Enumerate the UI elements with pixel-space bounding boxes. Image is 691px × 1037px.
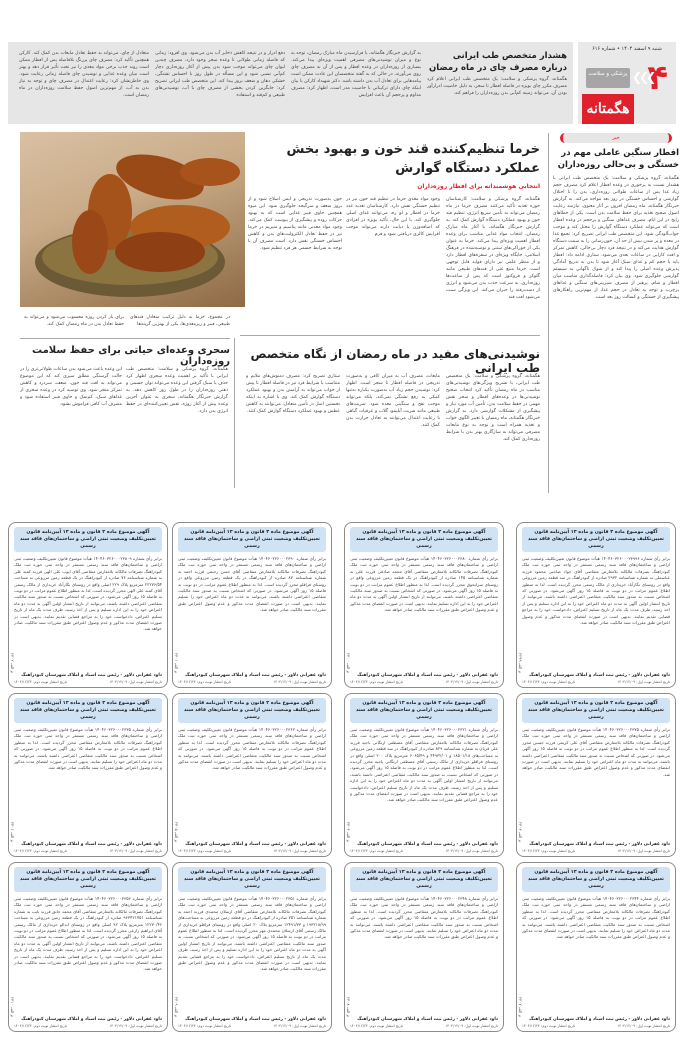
first-publish-date: تاریخ انتشار نوبت اول: ۱۴۰۴/۱۲/۰۹	[445, 1024, 498, 1028]
first-publish-date: تاریخ انتشار نوبت اول: ۱۴۰۴/۱۲/۰۹	[273, 1024, 326, 1028]
section-divider	[20, 338, 230, 339]
first-publish-date: تاریخ انتشار نوبت اول: ۱۴۰۴/۱۲/۰۹	[617, 1024, 670, 1028]
dateline: شنبه ۹ اسفند ۱۴۰۴ • شماره ۶۱۶	[592, 46, 662, 52]
notice-title: آگهی موضوع ماده ۳ قانون و ماده ۱۳ آیین‌نامه قانون تعیین‌تکلیف وضعیت ثبتی اراضی و ساختمان‌های فاقد سند رسمی	[178, 698, 326, 723]
notice-signature: داود غفرانی دلاور - رئیس ثبت اسناد و املاک شهرستان کبودراهنگ	[357, 1017, 498, 1022]
notice-dates	[14, 1024, 162, 1028]
chevrons-icon: ❯❯❯	[632, 70, 654, 84]
first-publish-date: تاریخ انتشار نوبت اول: ۱۴۰۴/۱۲/۰۹	[109, 1024, 162, 1028]
second-publish-date: تاریخ انتشار نوبت دوم: ۱۴۰۴/۱۲/۲۴	[350, 680, 403, 684]
notice-body: برابر رأی شماره ۱۴۰۴۶۰۳۲۶۰۰۰۲۳۵۶ هیأت موضوع قانون تعیین‌تکلیف وضعیت ثبتی اراضی و ساختمان‌های فاقد سند رسمی مستقر در واحد ثبتی حوزه ثبت ملک کبودراهنگ تصرفات مالکانه بلامعارض متقاضی آقای محمد حاتق فرزند نایب به شماره شناسنامه ۹۶۳۴۲۱۷۵۱ صادره از کبودراهنگ در یک قطعه زمین مزروعی به مساحت ۱۲۲۷۰/۴۶ مترمربع پلاک ۹۲ اصلی واقع در روستای ابدالو خریداری از مالک رسمی آقای ابراهیم زارعی محرز گردیده است. لذا به منظور اطلاع عموم مراتب در دو نوبت به فاصله ۱۵ روز آگهی می‌شود. در صورتی که اشخاص نسبت به صدور سند مالکیت متقاضی اعتراضی داشته باشند، می‌توانند از تاریخ انتشار اولین آگهی به مدت دو ماه اعتراض خود را به این اداره تسلیم و پس از اخذ رسید، ظرف مدت یک ماه از تاریخ تسلیم اعتراض، دادخواست خود را به مراجع قضایی تقدیم نمایند. بدیهی است در صورت انقضای مدت مذکور و عدم وصول اعتراض طبق مقررات سند مالکیت صادر خواهد شد.	[14, 896, 162, 972]
notice-code: م الف ۲۳۰۷	[518, 996, 523, 1017]
second-publish-date: تاریخ انتشار نوبت دوم: ۱۴۰۴/۱۲/۲۴	[350, 849, 403, 853]
notice-code: م الف ۲۳۰۵	[174, 821, 179, 842]
notice-title: آگهی موضوع ماده ۳ قانون و ماده ۱۳ آیین‌نامه قانون تعیین‌تکلیف وضعیت ثبتی اراضی و ساختمان‌های فاقد سند رسمی	[522, 527, 670, 552]
notice-title: آگهی موضوع ماده ۳ قانون و ماده ۱۳ آیین‌نامه قانون تعیین‌تکلیف وضعیت ثبتی اراضی و ساختمان‌های فاقد سند رسمی	[178, 527, 326, 552]
legal-notice	[516, 862, 676, 1032]
second-publish-date: تاریخ انتشار نوبت دوم: ۱۴۰۴/۱۲/۲۴	[178, 1024, 231, 1028]
notice-title: آگهی موضوع ماده ۳ قانون و ماده ۱۳ آیین‌نامه قانون تعیین‌تکلیف وضعیت ثبتی اراضی و ساختمان‌های فاقد سند رسمی	[14, 698, 162, 723]
notice-dates	[350, 1024, 498, 1028]
notice-title: آگهی موضوع ماده ۳ قانون و ماده ۱۳ آیین‌نامه قانون تعیین‌تکلیف وضعیت ثبتی اراضی و ساختمان‌های فاقد سند رسمی	[522, 867, 670, 892]
notice-signature: داود غفرانی دلاور - رئیس ثبت اسناد و املاک شهرستان کبودراهنگ	[357, 673, 498, 678]
notice-code: م الف ۲۳۱۰	[10, 996, 15, 1017]
notice-signature: داود غفرانی دلاور - رئیس ثبت اسناد و املاک شهرستان کبودراهنگ	[21, 842, 162, 847]
first-publish-date: تاریخ انتشار نوبت اول: ۱۴۰۴/۱۲/۰۹	[617, 680, 670, 684]
second-publish-date: تاریخ انتشار نوبت دوم: ۱۴۰۴/۱۲/۲۴	[522, 849, 575, 853]
logo: هگمتانه	[582, 94, 634, 124]
notice-code: م الف ۲۳۰۳	[518, 821, 523, 842]
notice-dates	[14, 849, 162, 853]
legal-notice	[8, 693, 168, 857]
notice-body: برابر رأی شماره ۱۴۰۴۶۰۳۲۶۰۰۰۲۳۵۱ هیأت موضوع قانون تعیین‌تکلیف وضعیت ثبتی اراضی و ساختمان‌های فاقد سند رسمی مستقر در واحد ثبتی حوزه ثبت ملک کبودراهنگ تصرفات مالکانه بلامعارض متقاضی آقای ارسلان محمدی فرزند احمد به شماره شناسنامه ۷۵۱ صادره از کبودراهنگ در دو قطعه زمین مزروعی به مساحت‌های ۱۹۳۲۱۸/۹۹ و ۱۲۴۹۱/۷۳ مترمربع پلاک ۲۰ اصلی واقع در روستای قراقلو خریداری از مالک رسمی آقای ارسلان محمدی مهر محرز گردیده است. لذا به منظور اطلاع عموم مراتب در دو نوبت به فاصله ۱۵ روز آگهی می‌شود. در صورتی که اشخاص نسبت به صدور سند مالکیت متقاضی اعتراضی داشته باشند، می‌توانند از تاریخ انتشار اولین آگهی به مدت دو ماه اعتراض خود را به این اداره تسلیم و پس از اخذ رسید، ظرف مدت یک ماه از تاریخ تسلیم اعتراض، دادخواست خود را به مراجع قضایی تقدیم نمایند. بدیهی است در صورت انقضای مدت مذکور و عدم وصول اعتراض طبق مقررات سند مالکیت صادر خواهد شد.	[178, 896, 326, 972]
first-publish-date: تاریخ انتشار نوبت اول: ۱۴۰۴/۱۲/۰۹	[445, 680, 498, 684]
legal-notice	[344, 862, 504, 1032]
notice-code: م الف ۲۳۰۱	[174, 652, 179, 673]
caption-right: در مجموع، خرما به دلیل ترکیب متعادل قندهای طبیعی، فیبر و ریزمغذی‌ها، یکی از بهترین گزینه‌ها	[130, 315, 230, 327]
notice-title: آگهی موضوع ماده ۳ قانون و ماده ۱۳ آیین‌نامه قانون تعیین‌تکلیف وضعیت ثبتی اراضی و ساختمان‌های فاقد سند رسمی	[350, 527, 498, 552]
column-divider	[234, 338, 235, 488]
notice-code: م الف ۲۳۰۲	[10, 652, 15, 673]
notice-signature: داود غفرانی دلاور - رئیس ثبت اسناد و املاک شهرستان کبودراهنگ	[529, 842, 670, 847]
main-story-subhead: انتخابی هوشمندانه برای افطار روزه‌داران	[417, 183, 540, 190]
notice-dates	[522, 680, 670, 684]
section-tag: پزشکی و سلامت	[586, 68, 630, 88]
notice-body: برابر رأی شماره ۱۴۰۴۶۰۳۲۶۰۰۰۲۳۹۹۶ هیأت موضوع قانون تعیین‌تکلیف وضعیت ثبتی اراضی و ساختمان‌های فاقد سند رسمی مستقر در واحد ثبتی حوزه ثبت ملک کبودراهنگ تصرفات مالکانه بلامعارض متقاضی آقای جواد صاحبی محمود فرزند عباسعلی به شماره شناسنامه ۲۹۳۲ صادره از کبودراهنگ در سه قطعه زمین مزروعی واقع در روستای نگارآباد خریداری از مالک رسمی محرز گردیده است. لذا به منظور اطلاع عموم مراتب در دو نوبت به فاصله ۱۵ روز آگهی می‌شود. در صورتی که اشخاص نسبت به صدور سند مالکیت متقاضی اعتراضی داشته باشند، می‌توانند از تاریخ انتشار اولین آگهی به مدت دو ماه اعتراض خود را به این اداره تسلیم و پس از اخذ رسید، ظرف مدت یک ماه از تاریخ تسلیم اعتراض، دادخواست خود را به مراجع قضایی تقدیم نمایند. بدیهی است در صورت انقضای مدت مذکور و عدم وصول اعتراض طبق مقررات سند مالکیت صادر خواهد شد.	[522, 556, 670, 626]
legal-notice	[8, 522, 168, 688]
second-publish-date: تاریخ انتشار نوبت دوم: ۱۴۰۴/۱۲/۲۴	[178, 680, 231, 684]
notice-title: آگهی موضوع ماده ۳ قانون و ماده ۱۳ آیین‌نامه قانون تعیین‌تکلیف وضعیت ثبتی اراضی و ساختمان‌های فاقد سند رسمی	[350, 698, 498, 723]
notice-dates	[178, 849, 326, 853]
notice-title: آگهی موضوع ماده ۳ قانون و ماده ۱۳ آیین‌نامه قانون تعیین‌تکلیف وضعیت ثبتی اراضی و ساختمان‌های فاقد سند رسمی	[522, 698, 670, 723]
beverages-column: مایعات، مصرف آب به میزان کافی و به‌صورت تدریجی در فاصله افطار تا سحر است. اظهار کرد: نوشیدن حجم زیاد آب به‌صورت یکباره نه‌تنها کمکی به رفع تشنگی نمی‌کند، بلکه می‌تواند موجب نفخ و سنگینی معده شود. شربت‌های طبیعی مانند شربت آبلیمو، گلاب و عرقیات گیاهی با رعایت اعتدال می‌توانند به تعادل حرارت بدن کمک کنند.	[346, 374, 440, 428]
first-publish-date: تاریخ انتشار نوبت اول: ۱۴۰۴/۱۲/۰۹	[445, 849, 498, 853]
notice-code: م الف ۲۳۰۰	[346, 652, 351, 673]
main-story-column: خون به‌صورت تدریجی و ایمن اصلاح شود و از بروز ضعف و سرگیجه جلوگیری شود. این میوه همچنین حاوی فیبر غذایی است که به بهبود حرکات روده و پیشگیری از یبوست کمک می‌کند. وجود مواد معدنی مانند پتاسیم و منیزیم در خرما نیز در حفظ تعادل الکترولیت‌های بدن و کاهش احساس خستگی نقش دارد. است مصرف آن با توجه به شرایط جسمی هر فرد تنظیم شود.	[248, 197, 342, 251]
notice-dates	[350, 680, 498, 684]
notice-code: م الف ۲۲۹۹	[518, 652, 523, 673]
side-story-body: هگمتانه، گروه پزشکی و سلامت: یک متخصص طب ایرانی با هشدار نسبت به پرخوری در وعده افطار اعلام کرد مصرف حجم زیاد غذا پس از ساعات طولانی روزه‌داری، بدن را با اختلال گوارشی و احساس خستگی در روز بعد مواجه می‌کند. به گزارش خبرنگار هگمتانه، ماه رمضان افزون بر آثار معنوی، نیازمند رعایت اصول صحیح تغذیه برای حفظ سلامت بدن است. یکی از خطاهای رایج در این ایام، مصرف غذاهای سنگین و پرحجم در وعده افطار است که می‌تواند عملکرد دستگاه گوارش را مختل کند و موجب خواب‌آلودگی شود. این متخصص طب ایرانی تصریح کرد: تجمع غذا در معده و پر شدن بیش از حد آن، خون‌رسانی را به سمت دستگاه گوارش هدایت می‌کند و در نتیجه فرد دچار بی‌حالی، کاهش تمرکز و افت کارایی در ساعات بعدی می‌شود. ستاری ادامه داد: افطار باید با حجم کم و غذای سبک آغاز شود تا بدن به تدریج آمادگی پذیرش وعده اصلی را پیدا کند و از شوک ناگهانی به سیستم گوارشی جلوگیری شود. وی بیان کرد: فاصله‌گذاری مناسب میان افطار و شام، پرهیز از مصرف شیرینی‌های سنگین و غذاهای پرچرب و توجه به تعادل در حجم غذا، از مهم‌ترین راهکارهای پیشگیری از خستگی و کسالت روز بعد است.	[553, 176, 679, 300]
second-publish-date: تاریخ انتشار نوبت دوم: ۱۴۰۴/۱۲/۲۴	[14, 1024, 67, 1028]
notice-code: م الف ۲۳۰۴	[346, 821, 351, 842]
first-publish-date: تاریخ انتشار نوبت اول: ۱۴۰۴/۱۲/۰۹	[273, 849, 326, 853]
top-story-column: به گزارش خبرنگار هگمتانه، با فرارسیدن ماه مبارک رمضان، توجه به نوع و میزان نوشیدنی‌های مصرفی اهمیت ویژه‌ای پیدا می‌کند. بسیاری از روزه‌داران در وعده افطار و پس از آن به مصرف چای روی می‌آورند، در حالی که به گفته متخصصان این عادت ممکن است پیامدهایی برای تعادل آب بدن داشته باشد. دکتر شهیداد کارکن با بیان اینکه چای دارای ترکیباتی با خاصیت مدر است، اظهار کرد: مصرف مداوم و پرحجم آن باعث افزایش	[291, 51, 421, 98]
notice-dates	[14, 680, 162, 684]
notice-signature: داود غفرانی دلاور - رئیس ثبت اسناد و املاک شهرستان کبودراهنگ	[185, 673, 326, 678]
notice-body: برابر رأی شماره ۱۴۰۴۶۰۳۲۶۰۰۰۲۳۴۸ هیأت موضوع قانون تعیین‌تکلیف وضعیت ثبتی اراضی و ساختمان‌های فاقد سند رسمی مستقر در واحد ثبتی حوزه ثبت ملک کبودراهنگ تصرفات مالکانه بلامعارض متقاضی محرز گردیده است. لذا به منظور اطلاع عموم مراتب در دو نوبت به فاصله ۱۵ روز آگهی می‌شود. در صورتی که اشخاص نسبت به صدور سند مالکیت متقاضی اعتراضی داشته باشند، می‌توانند به مدت دو ماه اعتراض خود را تسلیم نمایند. بدیهی است در صورت انقضای مدت مذکور و عدم وصول اعتراض طبق مقررات سند مالکیت صادر خواهد شد.	[350, 896, 498, 940]
notice-signature: داود غفرانی دلاور - رئیس ثبت اسناد و املاک شهرستان کبودراهنگ	[529, 1017, 670, 1022]
top-story-headline: هشدار متخصص طب ایرانی درباره مصرف چای در ماه رمضان	[429, 51, 567, 73]
sahari-column: هگمتانه، گروه پزشکی و سلامت: متخصص طب ایرانی با تأکید بر اهمیت وعده سحری اظهار کرد حذف یا سبک گرفتن این وعده می‌تواند توان جسمی و ذهنی روزه‌داران را در طول روز کاهش دهد. به گزارش خبرنگار هگمتانه، سحری به عنوان آخرین وعده پیش از آغاز روزه، نقش تعیین‌کننده‌ای در حفظ انرژی بدن دارد.	[126, 367, 228, 414]
beverages-column: ستاری تصریح کرد: مصرف دمنوش‌های ملایم و متناسب با شرایط فرد نیز در فاصله افطار تا پیش از خواب می‌تواند به آرامش بدن و بهبود عملکرد دستگاه گوارش کمک کند. وی با اشاره به اینکه نخستین اصل در تأمین متعادل، می‌توانند به کاهش عطش و بهبود عملکرد دستگاه گوارش کمک کنند.	[246, 374, 340, 414]
main-story-headline: خرما تنظیم‌کننده قند خون و بهبود بخش عملکرد دستگاه گوارش	[286, 142, 540, 176]
caption-left: برای باز کردن روزه محسوب می‌شود و می‌تواند به حفظ تعادل بدن در ماه رمضان کمک کند.	[24, 315, 124, 327]
notice-body: برابر رأی شماره ۱۴۰۴۶۰۳۲۶۰۰۰۲۳۸۰۹ هیأت موضوع قانون تعیین‌تکلیف وضعیت ثبتی اراضی و ساختمان‌های فاقد سند رسمی مستقر در واحد ثبتی حوزه ثبت ملک کبودراهنگ تصرفات مالکانه بلامعارض متقاضی آقای ایوب علی الهی فرزند کمند علی به شماره شناسنامه ۷۶ صادره از کبودراهنگ در یک قطعه زمین مزروعی به مساحت ۲۲۲۷۶/۵۴ مترمربع پلاک ۲۲۹ اصلی واقع در روستای نگارآباد خریداری از مالک رسمی آقای کمند علی الهی محرز گردیده است. لذا به منظور اطلاع عموم مراتب در دو نوبت به فاصله ۱۵ روز آگهی می‌شود. در صورتی که اشخاص نسبت به صدور سند مالکیت متقاضی اعتراضی داشته باشند، می‌توانند از تاریخ انتشار اولین آگهی به مدت دو ماه اعتراض خود را به این اداره تسلیم و پس از اخذ رسید، ظرف مدت یک ماه از تاریخ تسلیم اعتراض، دادخواست خود را به مراجع قضایی تقدیم نمایند. بدیهی است در صورت انقضای مدت مذکور و عدم وصول اعتراض طبق مقررات سند مالکیت صادر خواهد شد.	[14, 556, 162, 632]
top-story-column: دفع ادرار و در نتیجه کاهش ذخایر آب بدن می‌شود. وی افزود: زمانی که فاصله زمانی طولانی تا وعده سحر وجود دارد، مصرف چندین لیوان چای می‌تواند موجب شود بدن پیش از آغاز روزه‌داری دچار کم‌آبی نسبی شود و این مسأله در طول روز با احساس تشنگی، خشکی دهان و ضعف بروز پیدا کند. این متخصص طب ایرانی تصریح کرد: جایگزین کردن بخشی از مصرف چای با آب، نوشیدنی‌های طبیعی و کم‌قند و استفاده	[155, 51, 285, 98]
notice-signature: داود غفرانی دلاور - رئیس ثبت اسناد و املاک شهرستان کبودراهنگ	[185, 842, 326, 847]
first-publish-date: تاریخ انتشار نوبت اول: ۱۴۰۴/۱۲/۰۹	[273, 680, 326, 684]
notice-body: برابر رأی شماره ۱۴۰۴۶۰۳۲۶۰۰۰۲۳۴۴ هیأت موضوع قانون تعیین‌تکلیف وضعیت ثبتی اراضی و ساختمان‌های فاقد سند رسمی مستقر در واحد ثبتی حوزه ثبت ملک کبودراهنگ تصرفات مالکانه بلامعارض متقاضی محرز گردیده است. لذا به منظور اطلاع عموم مراتب در دو نوبت به فاصله ۱۵ روز آگهی می‌شود. در صورتی که اشخاص نسبت به صدور سند مالکیت متقاضی اعتراضی داشته باشند، می‌توانند به مدت دو ماه اعتراض خود را تسلیم نمایند. بدیهی است در صورت انقضای مدت مذکور و عدم وصول اعتراض طبق مقررات سند مالکیت صادر خواهد شد.	[522, 896, 670, 940]
notice-body: برابر رأی شماره ۱۴۰۴۶۰۳۲۶۰۰۰۲۳۸۰ هیأت موضوع قانون تعیین‌تکلیف وضعیت ثبتی اراضی و ساختمان‌های فاقد سند رسمی مستقر در واحد ثبتی حوزه ثبت ملک کبودراهنگ تصرفات مالکانه بلامعارض متقاضی آقای محمد صادقی فرزند علی به شماره شناسنامه ۱۴۵ صادره از کبودراهنگ در یک قطعه زمین مزروعی واقع در روستای سرایجوق محرز گردیده است. لذا به منظور اطلاع عموم مراتب در دو نوبت به فاصله ۱۵ روز آگهی می‌شود. در صورتی که اشخاص نسبت به صدور سند مالکیت متقاضی اعتراضی داشته باشند، می‌توانند از تاریخ انتشار اولین آگهی به مدت دو ماه اعتراض خود را به این اداره تسلیم نمایند. بدیهی است در صورت انقضای مدت مذکور و عدم وصول اعتراض طبق مقررات سند مالکیت صادر خواهد شد.	[350, 556, 498, 613]
beverages-headline: نوشیدنی‌های مفید در ماه رمضان از نگاه متخصص طب ایرانی	[250, 347, 540, 375]
notice-code: م الف ۲۳۰۶	[10, 821, 15, 842]
notice-dates	[350, 849, 498, 853]
main-story-column: وجود مواد مغذی خرما در تنظیم قند خون نیز در تنظیم خستگی تفش دارد. کارشناسان تغذیه عدد خرما در افطار و لو ره، می‌توانند غذای اصلی جلوگیری کند. با این حال، تأکید بویژه در افرادی که اضافه‌وزن یا دیابت دارند می‌تواند موجب افزایش کالری دریافتی شود و قرم	[346, 197, 440, 237]
second-publish-date: تاریخ انتشار نوبت دوم: ۱۴۰۴/۱۲/۲۴	[350, 1024, 403, 1028]
top-story-column: متعادل از چای، می‌تواند به حفظ تعادل مایعات بدن کمک کند. کارکن همچنین تأکید کرد: مصرف چای پررنگ بلافاصله پس از افطار ممکن است روند جذب برخی مواد مغذی را نیز تحت تأثیر قرار دهد و بهتر است میان وعده غذایی و نوشیدن چای فاصله زمانی رعایت شود. وی خاطرنشان کرد: رعایت اعتدال در مصرف چای و توجه به نیاز بدن به آب، از مهم‌ترین اصول حفظ سلامت روزه‌داران در ماه رمضان است.	[19, 51, 149, 98]
notice-dates	[522, 849, 670, 853]
notice-signature: داود غفرانی دلاور - رئیس ثبت اسناد و املاک شهرستان کبودراهنگ	[529, 673, 670, 678]
column-divider	[548, 133, 549, 493]
legal-notice	[516, 693, 676, 857]
notice-dates	[178, 680, 326, 684]
legal-notice	[344, 522, 504, 688]
notice-body: برابر رأی شماره ۱۴۰۴۶۰۳۲۶۰۰۰۲۳۶۲ هیأت موضوع قانون تعیین‌تکلیف وضعیت ثبتی اراضی و ساختمان‌های فاقد سند رسمی مستقر در واحد ثبتی حوزه ثبت ملک کبودراهنگ تصرفات مالکانه بلامعارض متقاضی محرز گردیده است. لذا به منظور اطلاع عموم مراتب در دو نوبت به فاصله ۱۵ روز آگهی می‌شود. در صورتی که اشخاص نسبت به صدور سند مالکیت متقاضی اعتراضی داشته باشند، می‌توانند به مدت دو ماه اعتراض خود را تسلیم نمایند. بدیهی است در صورت انقضای مدت مذکور و عدم وصول اعتراض طبق مقررات سند مالکیت صادر خواهد شد.	[178, 727, 326, 771]
main-story-column: هگمتانه، گروه پزشکی و سلامت: کارشناسان حوزه تغذیه تأکید می‌کنند مصرف خرما در ماه رمضان می‌تواند به تأمین سریع انرژی، تنظیم قند خون و بهبود عملکرد دستگاه گوارش کمک کند. به گزارش خبرنگار هگمتانه، با آغاز ماه مبارک رمضان، انتخاب مواد غذایی مناسب برای وعده افطار اهمیت ویژه‌ای پیدا می‌کند. خرما به عنوان یکی از خوراکی‌های سنتی و توصیه‌شده در فرهنگ اسلامی، جایگاه ویژه‌ای در سفره‌های افطار دارد و از منظر علمی نیز دارای فواید قابل توجهی است. خرما منبع غنی از قندهای طبیعی مانند گلوکز و فروکتوز است که پس از ساعت‌ها روزه‌داری، به سرعت جذب بدن می‌شود و انرژی از دست‌رفته را جبران می‌کند. این ویژگی سبب می‌شود افت قند	[446, 197, 540, 300]
legal-notice	[344, 693, 504, 857]
notice-body: برابر رأی شماره ۱۴۰۴۶۰۳۲۶۰۰۰۲۳۲۱ هیأت موضوع قانون تعیین‌تکلیف وضعیت ثبتی اراضی و ساختمان‌های فاقد سند رسمی مستقر در واحد ثبتی حوزه ثبت ملک کبودراهنگ تصرفات مالکانه بلامعارض متقاضی آقای مصطفی ارتگانی باجیه فرزند علی قربان به شماره شناسنامه ۸۲۹ صادره از کبودراهنگ در سه قطعه زمین مزروعی به مساحت‌های ۱۸۵۰۱/۱۸ و ۴۴۹۳۲/۰۱ و ۶۰۶۵/۴۹ مترمربع پلاک ۲۰۰ اصلی واقع در روستای قراقلو خریداری از مالک رسمی آقای مصطفی ارتگانی باجیه محرز گردیده است. لذا به منظور اطلاع عموم مراتب در دو نوبت به فاصله ۱۵ روز آگهی می‌شود. در صورتی که اشخاص نسبت به صدور سند مالکیت متقاضی اعتراضی داشته باشند، می‌توانند از تاریخ انتشار اولین آگهی به مدت دو ماه اعتراض خود را به این اداره تسلیم و پس از اخذ رسید، ظرف مدت یک ماه از تاریخ تسلیم اعتراض، دادخواست خود را به مراجع قضایی تقدیم نمایند. بدیهی است در صورت انقضای مدت مذکور و عدم وصول اعتراض طبق مقررات سند مالکیت صادر خواهد شد.	[350, 727, 498, 803]
notice-code: م الف ۲۳۰۹	[174, 996, 179, 1017]
notice-signature: داود غفرانی دلاور - رئیس ثبت اسناد و املاک شهرستان کبودراهنگ	[21, 1017, 162, 1022]
photo-caption	[20, 314, 230, 328]
top-story-lead: هگمتانه، گروه پزشکی و سلامت: یک متخصص طب ایرانی اعلام کرد مصرف مکرر چای بویژه در فاصله افطار تا سحر، به دلیل خاصیت ادرارآور بودن آن، می‌تواند زمینه کم‌آبی بدن روزه‌داران را فراهم کند.	[427, 77, 567, 96]
notice-code: م الف ۲۳۰۸	[346, 996, 351, 1017]
notice-title: آگهی موضوع ماده ۳ قانون و ماده ۱۳ آیین‌نامه قانون تعیین‌تکلیف وضعیت ثبتی اراضی و ساختمان‌های فاقد سند رسمی	[350, 867, 498, 892]
top-story	[8, 42, 573, 124]
beverages-column: هگمتانه، گروه پزشکی و سلامت: یک متخصص طب ایرانی، با تشریح ویژگی‌های نوشیدنی‌های مناسب در ماه رمضان تأکید کرد انتخاب صحیح نوشیدنی‌ها در وعده‌های افطار و سحر نقش مهمی در حفظ سلامت بدن، تأمین آب مورد نیاز و پیشگیری از مشکلات گوارشی دارد. به گزارش خبرنگار هگمتانه، ماه رمضان با تغییر الگوی خواب و تغذیه همراه است و توجه به نوع مایعات مصرفی می‌تواند به سازگاری بهتر بدن با شرایط روزه‌داری کمک کند.	[446, 374, 540, 442]
second-publish-date: تاریخ انتشار نوبت دوم: ۱۴۰۴/۱۲/۲۴	[14, 680, 67, 684]
second-publish-date: تاریخ انتشار نوبت دوم: ۱۴۰۴/۱۲/۲۴	[522, 1024, 575, 1028]
legal-notice	[172, 693, 332, 857]
notice-dates	[178, 1024, 326, 1028]
side-story-headline: افطار سنگین عاملی مهم در خستگی و بی‌حالی روزه‌داران	[557, 148, 679, 170]
notice-signature: داود غفرانی دلاور - رئیس ثبت اسناد و املاک شهرستان کبودراهنگ	[357, 842, 498, 847]
dates-illustration	[20, 132, 245, 307]
notice-title: آگهی موضوع ماده ۳ قانون و ماده ۱۳ آیین‌نامه قانون تعیین‌تکلیف وضعیت ثبتی اراضی و ساختمان‌های فاقد سند رسمی	[14, 527, 162, 552]
news-tag: خبر	[560, 133, 672, 143]
legal-notice	[172, 522, 332, 688]
dates-photo	[20, 132, 245, 307]
notice-title: آگهی موضوع ماده ۳ قانون و ماده ۱۳ آیین‌نامه قانون تعیین‌تکلیف وضعیت ثبتی اراضی و ساختمان‌های فاقد سند رسمی	[14, 867, 162, 892]
second-publish-date: تاریخ انتشار نوبت دوم: ۱۴۰۴/۱۲/۲۴	[178, 849, 231, 853]
second-publish-date: تاریخ انتشار نوبت دوم: ۱۴۰۴/۱۲/۲۴	[14, 849, 67, 853]
first-publish-date: تاریخ انتشار نوبت اول: ۱۴۰۴/۱۲/۰۹	[109, 849, 162, 853]
notice-signature: داود غفرانی دلاور - رئیس ثبت اسناد و املاک شهرستان کبودراهنگ	[21, 673, 162, 678]
second-publish-date: تاریخ انتشار نوبت دوم: ۱۴۰۴/۱۲/۲۴	[522, 680, 575, 684]
legal-notice	[172, 862, 332, 1032]
notice-body: برابر رأی شماره ۱۴۰۴۶۰۳۲۶۰۰۰۲۳۳۵ هیأت موضوع قانون تعیین‌تکلیف وضعیت ثبتی اراضی و ساختمان‌های فاقد سند رسمی مستقر در واحد ثبتی حوزه ثبت ملک کبودراهنگ تصرفات مالکانه بلامعارض متقاضی محرز گردیده است. لذا به منظور اطلاع عموم مراتب در دو نوبت به فاصله ۱۵ روز آگهی می‌شود. در صورتی که اشخاص نسبت به صدور سند مالکیت متقاضی اعتراضی داشته باشند، می‌توانند به مدت دو ماه اعتراض خود را تسلیم نمایند. بدیهی است در صورت انقضای مدت مذکور و عدم وصول اعتراض طبق مقررات سند مالکیت صادر خواهد شد.	[14, 727, 162, 771]
legal-notice	[8, 862, 168, 1032]
notice-body: برابر رأی شماره ۱۴۰۴۶۰۳۲۶۰۰۰۲۳۷۵ هیأت موضوع قانون تعیین‌تکلیف وضعیت ثبتی اراضی و ساختمان‌های فاقد سند رسمی مستقر در واحد ثبتی حوزه ثبت ملک کبودراهنگ تصرفات مالکانه بلامعارض متقاضی آقای علی کریمی فرزند حسین محرز گردیده است. لذا به منظور اطلاع عموم مراتب در دو نوبت به فاصله ۱۵ روز آگهی می‌شود. در صورتی که اشخاص نسبت به صدور سند مالکیت متقاضی اعتراضی داشته باشند، می‌توانند به مدت دو ماه اعتراض خود را تسلیم نمایند. بدیهی است در صورت انقضای مدت مذکور و عدم وصول اعتراض طبق مقررات سند مالکیت صادر خواهد شد.	[522, 727, 670, 777]
notice-body: برابر رأی شماره ۱۴۰۴۶۰۳۲۶۰۰۰۲۳۹۰ هیأت موضوع قانون تعیین‌تکلیف وضعیت ثبتی اراضی و ساختمان‌های فاقد سند رسمی مستقر در واحد ثبتی حوزه ثبت ملک کبودراهنگ تصرفات مالکانه بلامعارض متقاضی آقای حسن رحیمی فرزند احمد به شماره شناسنامه ۸۷ صادره از کبودراهنگ در یک قطعه زمین مزروعی واقع در روستای قراقلو محرز گردیده است. لذا به منظور اطلاع عموم مراتب در دو نوبت به فاصله ۱۵ روز آگهی می‌شود. در صورتی که اشخاص نسبت به صدور سند مالکیت متقاضی اعتراضی داشته باشند، می‌توانند به مدت دو ماه اعتراض خود را تسلیم نمایند. بدیهی است در صورت انقضای مدت مذکور و عدم وصول اعتراض طبق مقررات سند مالکیت صادر خواهد شد.	[178, 556, 326, 613]
notice-title: آگهی موضوع ماده ۳ قانون و ماده ۱۳ آیین‌نامه قانون تعیین‌تکلیف وضعیت ثبتی اراضی و ساختمان‌های فاقد سند رسمی	[178, 867, 326, 892]
legal-notice	[516, 522, 676, 688]
notice-signature: داود غفرانی دلاور - رئیس ثبت اسناد و املاک شهرستان کبودراهنگ	[185, 1017, 326, 1022]
page-number: ۴	[647, 58, 668, 98]
first-publish-date: تاریخ انتشار نوبت اول: ۱۴۰۴/۱۲/۰۹	[109, 680, 162, 684]
first-publish-date: تاریخ انتشار نوبت اول: ۱۴۰۴/۱۲/۰۹	[617, 849, 670, 853]
section-divider	[240, 335, 540, 336]
notice-dates	[522, 1024, 670, 1028]
masthead	[578, 42, 676, 124]
sahari-headline: سحری وعده‌ای حیاتی برای حفظ سلامت روزه‌داران	[32, 345, 230, 367]
sahari-column: این وعده باعث می‌شود بدن ساعات طولانی‌تری را در حالت گرسنگی مطلق سپری کند که این موضوع می‌تواند به افت قند خون، ضعف، سردرد و کاهش تمرکز منجر شود. وی توصیه کرد در وعده سحری از غذاهای سبک، کم‌نمک و حاوی فیبر استفاده شود و مصرف آب کافی فراموش نشود.	[20, 367, 122, 407]
